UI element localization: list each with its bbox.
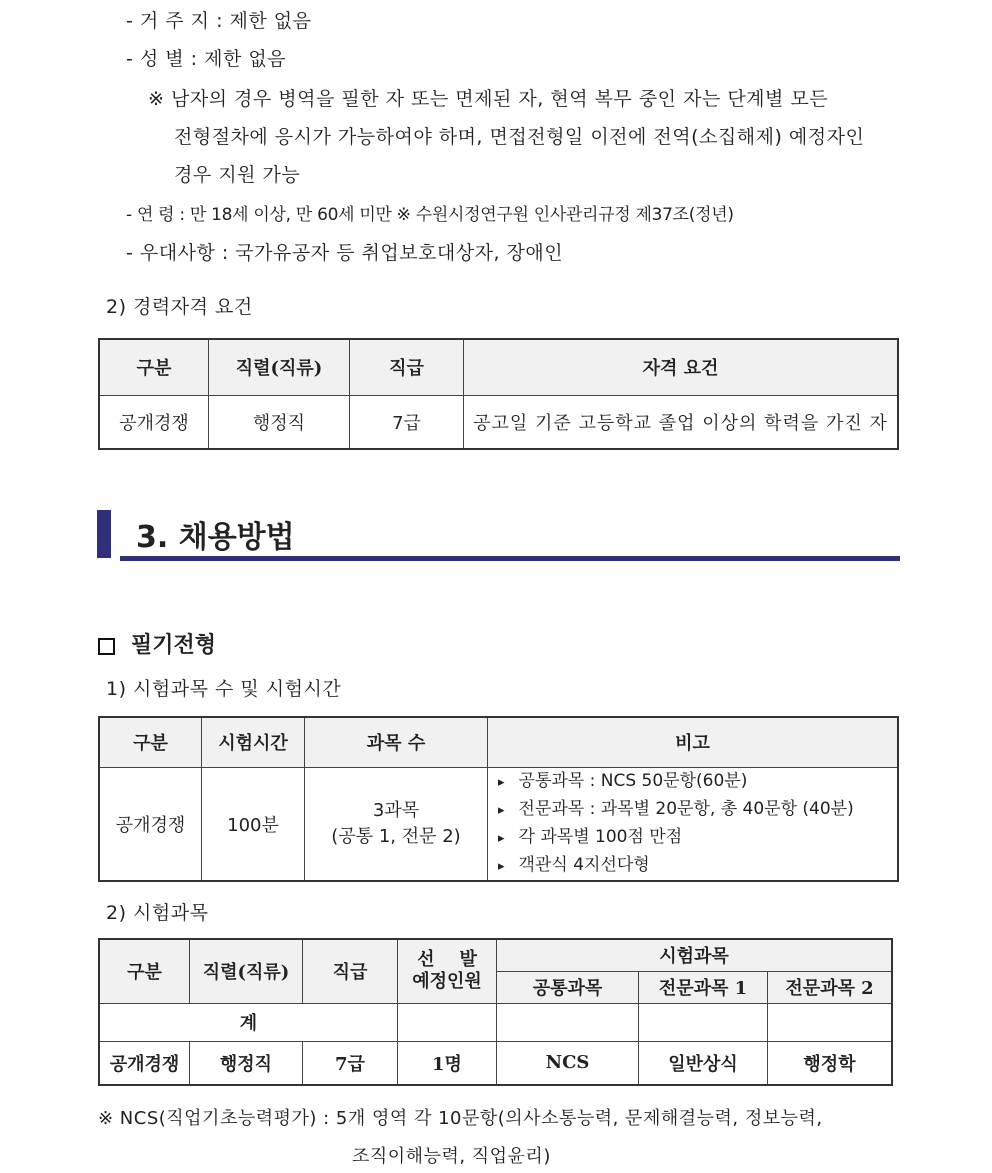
subject-cell-quota: 1명 xyxy=(398,1041,497,1085)
military-note-line-3: 경우 지원 가능 xyxy=(174,164,301,186)
subject-header-quota xyxy=(398,939,497,1003)
subject-header-quota-2: 예정인원 xyxy=(412,971,482,993)
subject-cell-common: NCS xyxy=(497,1041,639,1085)
subject-total-common xyxy=(497,1003,639,1041)
career-cell-series: 행정직 xyxy=(209,395,350,449)
written-heading-row xyxy=(98,628,216,659)
eligibility-preference: - 우대사항 : 국가유공자 등 취업보호대상자, 장애인 xyxy=(126,242,564,264)
exam-subject-table xyxy=(98,938,893,1086)
subject-total-quota xyxy=(398,1003,497,1041)
subject-cell-grade: 7급 xyxy=(303,1041,398,1085)
footnote-line-2: 조직이해능력, 직업윤리) xyxy=(352,1146,551,1167)
military-note-line-1: ※ 남자의 경우 병역을 필한 자 또는 면제된 자, 현역 복무 중인 자는 단계별 모든 xyxy=(148,88,829,110)
exam-cell-type: 공개경쟁 xyxy=(99,767,202,881)
checkbox-icon xyxy=(98,638,115,655)
section-title: 3. 채용방법 xyxy=(136,520,295,555)
section-accent-bar xyxy=(97,510,111,558)
exam-cell-notes xyxy=(488,767,899,881)
career-header-requirement: 자격 요건 xyxy=(464,339,899,395)
subject-cell-major1: 일반상식 xyxy=(639,1041,768,1085)
list-item: ▸ 전문과목 : 과목별 20문항, 총 40문항 (40분) xyxy=(488,796,897,824)
exam-header-count: 과목 수 xyxy=(305,717,488,767)
subject-header-common: 공통과목 xyxy=(497,971,639,1003)
list-item: ▸ 객관식 4지선다형 xyxy=(488,852,897,880)
written-heading: 필기전형 xyxy=(131,633,217,658)
exam-notes-list xyxy=(488,768,897,880)
subject-header-subjects: 시험과목 xyxy=(497,939,893,971)
exam-cell-count xyxy=(305,767,488,881)
subject-header-major1: 전문과목 1 xyxy=(639,971,768,1003)
subject-header-major2: 전문과목 2 xyxy=(768,971,893,1003)
career-table xyxy=(98,338,899,450)
list-item: ▸ 공통과목 : NCS 50문항(60분) xyxy=(488,768,897,796)
subject-header-type: 구분 xyxy=(99,939,190,1003)
career-header-series: 직렬(직류) xyxy=(209,339,350,395)
subject-header-quota-1: 선 발 xyxy=(417,949,477,971)
exam-count-line-2: (공통 1, 전문 2) xyxy=(331,825,461,847)
written-sub1: 1) 시험과목 수 및 시험시간 xyxy=(106,678,342,700)
list-item: ▸ 각 과목별 100점 만점 xyxy=(488,824,897,852)
subject-header-grade: 직급 xyxy=(303,939,398,1003)
career-heading: 2) 경력자격 요건 xyxy=(106,296,253,318)
footnote-line-1: ※ NCS(직업기초능력평가) : 5개 영역 각 10문항(의사소통능력, 문제해결능력, 정보능력, xyxy=(98,1108,823,1129)
career-cell-grade: 7급 xyxy=(350,395,464,449)
career-cell-type: 공개경쟁 xyxy=(99,395,209,449)
exam-header-notes: 비고 xyxy=(488,717,899,767)
subject-header-series: 직렬(직류) xyxy=(190,939,303,1003)
exam-time-table xyxy=(98,716,899,882)
subject-cell-major2: 행정학 xyxy=(768,1041,893,1085)
subject-total-major1 xyxy=(639,1003,768,1041)
exam-count-line-1: 3과목 xyxy=(372,799,420,821)
eligibility-gender: - 성 별 : 제한 없음 xyxy=(126,48,287,70)
exam-cell-time: 100분 xyxy=(202,767,305,881)
subject-cell-series: 행정직 xyxy=(190,1041,303,1085)
military-note-line-2: 전형절차에 응시가 가능하여야 하며, 면접전형일 이전에 전역(소집해제) 예정자인 xyxy=(174,126,865,148)
subject-total-label: 계 xyxy=(99,1003,398,1041)
written-sub2: 2) 시험과목 xyxy=(106,902,209,924)
exam-header-time: 시험시간 xyxy=(202,717,305,767)
exam-header-type: 구분 xyxy=(99,717,202,767)
subject-total-major2 xyxy=(768,1003,893,1041)
eligibility-age: - 연 령 : 만 18세 이상, 만 60세 미만 ※ 수원시정연구원 인사관리규정 제37조(정년) xyxy=(126,205,734,225)
career-header-type: 구분 xyxy=(99,339,209,395)
career-cell-requirement: 공고일 기준 고등학교 졸업 이상의 학력을 가진 자 xyxy=(464,395,899,449)
section-underline xyxy=(120,556,900,561)
eligibility-residence: - 거 주 지 : 제한 없음 xyxy=(126,10,312,32)
subject-cell-type: 공개경쟁 xyxy=(99,1041,190,1085)
career-header-grade: 직급 xyxy=(350,339,464,395)
